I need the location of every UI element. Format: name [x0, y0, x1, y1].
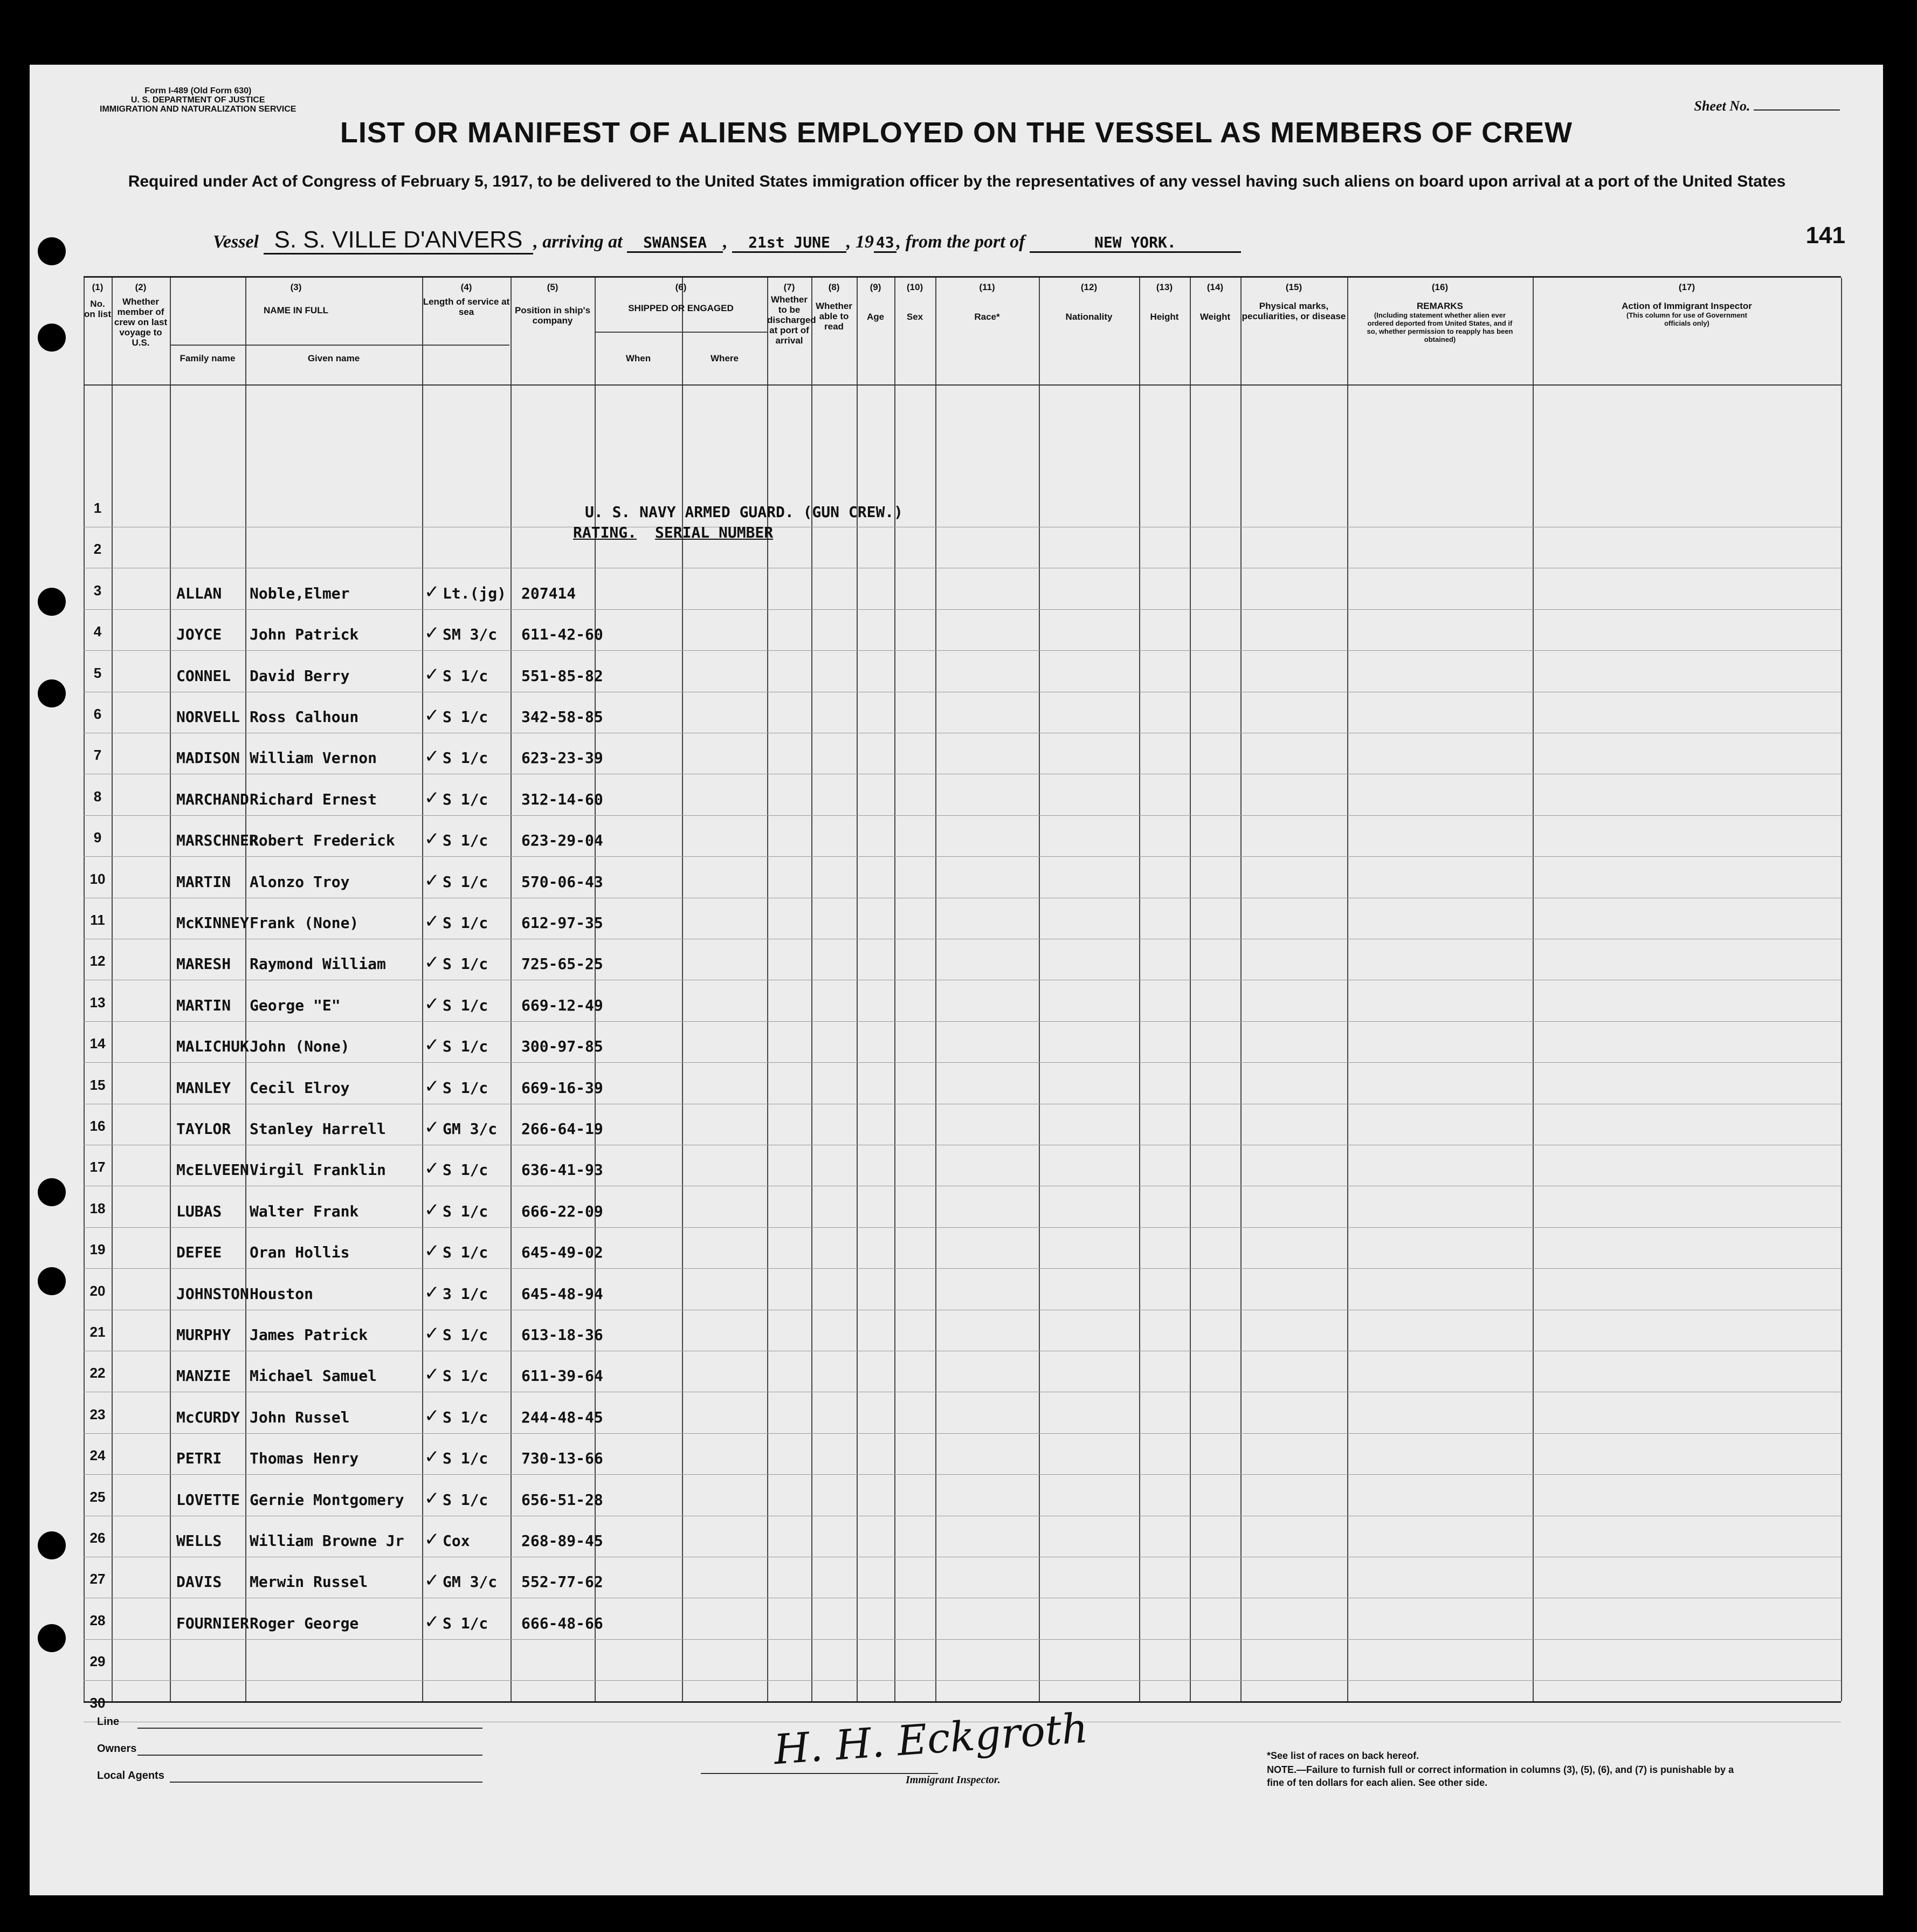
given-name-cell: Oran Hollis	[250, 1243, 350, 1262]
rating-cell: GM 3/c	[443, 1573, 498, 1591]
inspector-signature: H. H. Eckgroth	[772, 1703, 1089, 1774]
family-name-cell: DAVIS	[176, 1573, 222, 1591]
rating-cell: S 1/c	[443, 1614, 488, 1632]
given-name-cell: Richard Ernest	[250, 790, 377, 808]
given-name-cell: John Russel	[250, 1408, 350, 1426]
col-no-header: (1) No. on list	[84, 282, 112, 319]
rating-cell: Cox	[443, 1532, 470, 1550]
punch-hole	[38, 237, 66, 265]
serial-number-cell: 244-48-45	[521, 1408, 603, 1426]
rating-cell: S 1/c	[443, 749, 488, 767]
row-number: 2	[93, 541, 102, 558]
serial-number-cell: 669-16-39	[521, 1078, 603, 1097]
punch-hole	[38, 1178, 66, 1206]
given-name-cell: William Vernon	[250, 749, 377, 767]
row-number: 1	[93, 500, 102, 516]
serial-number-cell: 552-77-62	[521, 1573, 603, 1591]
punch-hole	[38, 1624, 66, 1652]
serial-number-cell: 656-51-28	[521, 1490, 603, 1509]
family-name-cell: MARCHAND	[176, 790, 249, 808]
family-name-cell: MANLEY	[176, 1078, 231, 1097]
check-mark-icon: ✓	[424, 952, 440, 974]
row-number: 15	[89, 1076, 106, 1093]
row-rule	[84, 815, 1841, 816]
serial-number-cell: 623-29-04	[521, 831, 603, 850]
rating-cell: S 1/c	[443, 831, 488, 850]
family-name-cell: MADISON	[176, 749, 240, 767]
col-weight-header: (14) Weight	[1199, 282, 1231, 322]
row-number: 14	[89, 1035, 106, 1052]
serial-number-cell: 666-22-09	[521, 1202, 603, 1220]
col-race-header: (11) Race*	[974, 282, 1000, 322]
row-number: 18	[89, 1200, 106, 1216]
check-mark-icon: ✓	[424, 1240, 440, 1262]
rating-cell: S 1/c	[443, 1243, 488, 1262]
row-rule	[84, 856, 1841, 857]
rating-cell: S 1/c	[443, 708, 488, 726]
row-rule	[84, 609, 1841, 610]
inspector-label: Immigrant Inspector.	[906, 1774, 1001, 1786]
family-name-cell: ALLAN	[176, 584, 222, 602]
document-subtitle: Required under Act of Congress of February 5, 1917, to be delivered to the United States immigration officer by the representatives of any vessel having such aliens on board upon arrival at a port of the United States	[128, 173, 1786, 190]
check-mark-icon: ✓	[424, 828, 440, 850]
rating-cell: S 1/c	[443, 1202, 488, 1220]
rating-cell: S 1/c	[443, 790, 488, 808]
serial-number-cell: 725-65-25	[521, 955, 603, 973]
rating-cell: S 1/c	[443, 1449, 488, 1468]
rating-cell: S 1/c	[443, 666, 488, 685]
family-name-cell: DEFEE	[176, 1243, 222, 1262]
serial-number-cell: 669-12-49	[521, 996, 603, 1014]
check-mark-icon: ✓	[424, 705, 440, 726]
rating-cell: S 1/c	[443, 1326, 488, 1344]
check-mark-icon: ✓	[424, 1281, 440, 1303]
given-name-cell: Gernie Montgomery	[250, 1490, 404, 1509]
rating-cell: S 1/c	[443, 955, 488, 973]
rating-heading: RATING.	[573, 524, 637, 541]
row-number: 3	[93, 582, 102, 599]
rating-cell: SM 3/c	[443, 625, 498, 644]
row-rule	[84, 1639, 1841, 1640]
punch-hole	[38, 1267, 66, 1295]
serial-number-cell: 612-97-35	[521, 914, 603, 932]
serial-number-cell: 666-48-66	[521, 1614, 603, 1632]
given-name-cell: Cecil Elroy	[250, 1078, 350, 1097]
serial-number-cell: 268-89-45	[521, 1532, 603, 1550]
rating-cell: S 1/c	[443, 1490, 488, 1509]
serial-number-cell: 730-13-66	[521, 1449, 603, 1468]
family-name-cell: McKINNEY	[176, 914, 249, 932]
col-remarks-header: (16) REMARKS (Including statement whether alien ever ordered deported from United States, and if so, whether permission to reapply has been obtained)	[1367, 282, 1513, 343]
given-name-cell: Robert Frederick	[250, 831, 395, 850]
serial-number-cell: 613-18-36	[521, 1326, 603, 1344]
check-mark-icon: ✓	[424, 1529, 440, 1550]
serial-number-cell: 300-97-85	[521, 1037, 603, 1056]
given-name-cell: William Browne Jr	[250, 1532, 404, 1550]
col-height-header: (13) Height	[1150, 282, 1179, 322]
family-name-cell: PETRI	[176, 1449, 222, 1468]
row-number: 19	[89, 1241, 106, 1258]
given-name-cell: Thomas Henry	[250, 1449, 359, 1468]
form-number: Form I-489 (Old Form 630)	[144, 86, 252, 95]
row-number: 10	[89, 870, 106, 887]
given-name-cell: Houston	[250, 1284, 314, 1303]
check-mark-icon: ✓	[424, 911, 440, 932]
rating-cell: S 1/c	[443, 1161, 488, 1179]
page-number: 141	[1805, 222, 1845, 249]
row-number: 8	[93, 788, 102, 805]
department-name: U. S. DEPARTMENT OF JUSTICE	[130, 95, 265, 105]
given-name-cell: Noble,Elmer	[250, 584, 350, 602]
given-name-cell: George "E"	[250, 996, 341, 1014]
given-name-cell: Stanley Harrell	[250, 1120, 386, 1138]
given-name-cell: Frank (None)	[250, 914, 359, 932]
family-name-cell: NORVELL	[176, 708, 240, 726]
serial-number-cell: 623-23-39	[521, 749, 603, 767]
serial-number-cell: 266-64-19	[521, 1120, 603, 1138]
serial-number-cell: 645-48-94	[521, 1284, 603, 1303]
row-rule	[84, 1474, 1841, 1475]
row-number: 23	[89, 1406, 106, 1422]
rating-cell: S 1/c	[443, 1078, 488, 1097]
row-number: 27	[89, 1571, 106, 1587]
family-name-cell: MARSCHNER	[176, 831, 258, 850]
check-mark-icon: ✓	[424, 581, 440, 603]
footer-owners-label: Owners	[97, 1743, 137, 1755]
given-name-cell: Merwin Russel	[250, 1573, 368, 1591]
serial-number-cell: 207414	[521, 584, 576, 602]
col-given-name-header: Given name	[307, 353, 360, 363]
family-name-cell: JOYCE	[176, 625, 222, 644]
punch-hole	[38, 1531, 66, 1559]
rating-cell: 3 1/c	[443, 1284, 488, 1303]
sheet-number-label: Sheet No.	[1694, 98, 1840, 114]
family-name-cell: MURPHY	[176, 1326, 231, 1344]
row-number: 12	[89, 953, 106, 970]
rating-cell: S 1/c	[443, 872, 488, 891]
serial-number-cell: 342-58-85	[521, 708, 603, 726]
given-name-cell: Ross Calhoun	[250, 708, 359, 726]
row-rule	[84, 1268, 1841, 1269]
gun-crew-heading: U. S. NAVY ARMED GUARD. (GUN CREW.)	[585, 503, 904, 521]
col-where-header: Where	[711, 353, 739, 363]
check-mark-icon: ✓	[424, 787, 440, 809]
check-mark-icon: ✓	[424, 993, 440, 1015]
punch-hole	[38, 588, 66, 616]
col-family-name-header: Family name	[180, 353, 236, 363]
row-rule	[84, 1021, 1841, 1022]
punch-hole	[38, 324, 66, 352]
row-number: 5	[93, 664, 102, 681]
footer-local-agents-label: Local Agents	[97, 1770, 164, 1782]
arrival-date: 21st JUNE	[732, 233, 846, 253]
serial-number-cell: 570-06-43	[521, 872, 603, 891]
col-name-header: (3) NAME IN FULL	[264, 282, 328, 315]
col-nationality-header: (12) Nationality	[1065, 282, 1113, 322]
departure-port: NEW YORK.	[1030, 233, 1241, 253]
check-mark-icon: ✓	[424, 1075, 440, 1097]
check-mark-icon: ✓	[424, 1611, 440, 1633]
row-number: 7	[93, 747, 102, 764]
row-number: 9	[93, 829, 102, 846]
form-reference	[100, 86, 296, 114]
rating-cell: S 1/c	[443, 1037, 488, 1056]
check-mark-icon: ✓	[424, 663, 440, 685]
family-name-cell: MARTIN	[176, 872, 231, 891]
family-name-cell: CONNEL	[176, 666, 231, 685]
row-number: 16	[89, 1118, 106, 1134]
family-name-cell: McELVEEN	[176, 1161, 249, 1179]
given-name-cell: Raymond William	[250, 955, 386, 973]
col-shipped-header: (6) SHIPPED OR ENGAGED	[628, 282, 734, 313]
arrival-year: 43	[874, 233, 897, 253]
col-inspector-action-header: (17) Action of Immigrant Inspector (This column for use of Government officials only)	[1622, 282, 1752, 327]
row-rule	[84, 650, 1841, 651]
given-name-cell: John Patrick	[250, 625, 359, 644]
row-number: 25	[89, 1488, 106, 1505]
given-name-cell: Roger George	[250, 1614, 359, 1632]
serial-number-cell: 611-39-64	[521, 1367, 603, 1385]
given-name-cell: Virgil Franklin	[250, 1161, 386, 1179]
check-mark-icon: ✓	[424, 1446, 440, 1468]
family-name-cell: MANZIE	[176, 1367, 231, 1385]
given-name-cell: Alonzo Troy	[250, 872, 350, 891]
col-physical-marks-header: (15) Physical marks, peculiarities, or disease	[1242, 282, 1346, 321]
col-able-read-header: (8) Whether able to read	[816, 282, 852, 332]
rating-cell: S 1/c	[443, 1367, 488, 1385]
arrival-port: SWANSEA	[627, 233, 723, 253]
check-mark-icon: ✓	[424, 1158, 440, 1180]
check-mark-icon: ✓	[424, 1034, 440, 1056]
row-number: 13	[89, 994, 106, 1010]
serial-number-cell: 611-42-60	[521, 625, 603, 644]
row-number: 11	[90, 912, 105, 928]
col-length-service-header: (4) Length of service at sea	[423, 282, 510, 317]
row-rule	[84, 1062, 1841, 1063]
row-number: 21	[89, 1324, 106, 1340]
row-rule	[84, 1433, 1841, 1434]
rating-cell: S 1/c	[443, 914, 488, 932]
check-mark-icon: ✓	[424, 1199, 440, 1221]
check-mark-icon: ✓	[424, 746, 440, 768]
punch-hole	[38, 679, 66, 707]
col-when-header: When	[625, 353, 651, 363]
vessel-line: Vessel S. S. VILLE D'ANVERS , arriving at SWANSEA , 21st JUNE , 19 43 , from the port of NEW YORK.	[213, 226, 1241, 253]
row-number: 24	[89, 1447, 106, 1464]
col-discharged-header: (7) Whether to be discharged at port of arrival	[767, 282, 816, 346]
manifest-table	[84, 276, 1841, 1711]
check-mark-icon: ✓	[424, 622, 440, 644]
penalty-note: NOTE.—Failure to furnish full or correct information in columns (3), (5), (6), and (7) is punishable by a fine of ten dollars for each alien. See other side.	[1267, 1764, 1734, 1788]
check-mark-icon: ✓	[424, 1405, 440, 1427]
family-name-cell: McCURDY	[176, 1408, 240, 1426]
serial-number-heading: SERIAL NUMBER	[655, 524, 774, 541]
row-number: 26	[89, 1530, 106, 1546]
check-mark-icon: ✓	[424, 1323, 440, 1344]
row-rule	[84, 1680, 1841, 1681]
given-name-cell: Walter Frank	[250, 1202, 359, 1220]
row-number: 22	[89, 1365, 106, 1381]
family-name-cell: JOHNSTON	[176, 1284, 249, 1303]
document-title: LIST OR MANIFEST OF ALIENS EMPLOYED ON THE VESSEL AS MEMBERS OF CREW	[340, 116, 1573, 149]
rating-cell: GM 3/c	[443, 1120, 498, 1138]
row-rule	[84, 1227, 1841, 1228]
service-name: IMMIGRATION AND NATURALIZATION SERVICE	[100, 105, 296, 114]
family-name-cell: FOURNIER	[176, 1614, 249, 1632]
family-name-cell: MARESH	[176, 955, 231, 973]
footer-line-label: Line	[97, 1716, 120, 1728]
col-last-voyage-header: (2) Whether member of crew on last voyage to U.S.	[114, 282, 168, 348]
col-age-header: (9) Age	[866, 282, 885, 322]
rating-cell: Lt.(jg)	[443, 584, 507, 602]
row-number: 4	[93, 623, 102, 640]
row-number: 20	[89, 1282, 106, 1299]
manifest-sheet	[30, 65, 1883, 1895]
given-name-cell: Michael Samuel	[250, 1367, 377, 1385]
given-name-cell: James Patrick	[250, 1326, 368, 1344]
row-number: 28	[89, 1612, 106, 1628]
row-number: 17	[89, 1159, 106, 1175]
check-mark-icon: ✓	[424, 1117, 440, 1138]
family-name-cell: LUBAS	[176, 1202, 222, 1220]
family-name-cell: MARTIN	[176, 996, 231, 1014]
given-name-cell: John (None)	[250, 1037, 350, 1056]
rating-cell: S 1/c	[443, 996, 488, 1014]
col-position-header: (5) Position in ship's company	[514, 282, 591, 326]
check-mark-icon: ✓	[424, 869, 440, 891]
row-number: 6	[93, 706, 102, 722]
serial-number-cell: 645-49-02	[521, 1243, 603, 1262]
family-name-cell: WELLS	[176, 1532, 222, 1550]
serial-number-cell: 551-85-82	[521, 666, 603, 685]
family-name-cell: LOVETTE	[176, 1490, 240, 1509]
rating-cell: S 1/c	[443, 1408, 488, 1426]
serial-number-cell: 636-41-93	[521, 1161, 603, 1179]
check-mark-icon: ✓	[424, 1364, 440, 1386]
row-number: 29	[89, 1653, 106, 1670]
col-sex-header: (10) Sex	[906, 282, 923, 322]
check-mark-icon: ✓	[424, 1570, 440, 1592]
family-name-cell: MALICHUK	[176, 1037, 249, 1056]
family-name-cell: TAYLOR	[176, 1120, 231, 1138]
race-note: *See list of races on back hereof.	[1267, 1750, 1419, 1761]
check-mark-icon: ✓	[424, 1487, 440, 1509]
given-name-cell: David Berry	[250, 666, 350, 685]
vessel-name: S. S. VILLE D'ANVERS	[264, 226, 534, 255]
serial-number-cell: 312-14-60	[521, 790, 603, 808]
row-number: 30	[89, 1694, 106, 1711]
